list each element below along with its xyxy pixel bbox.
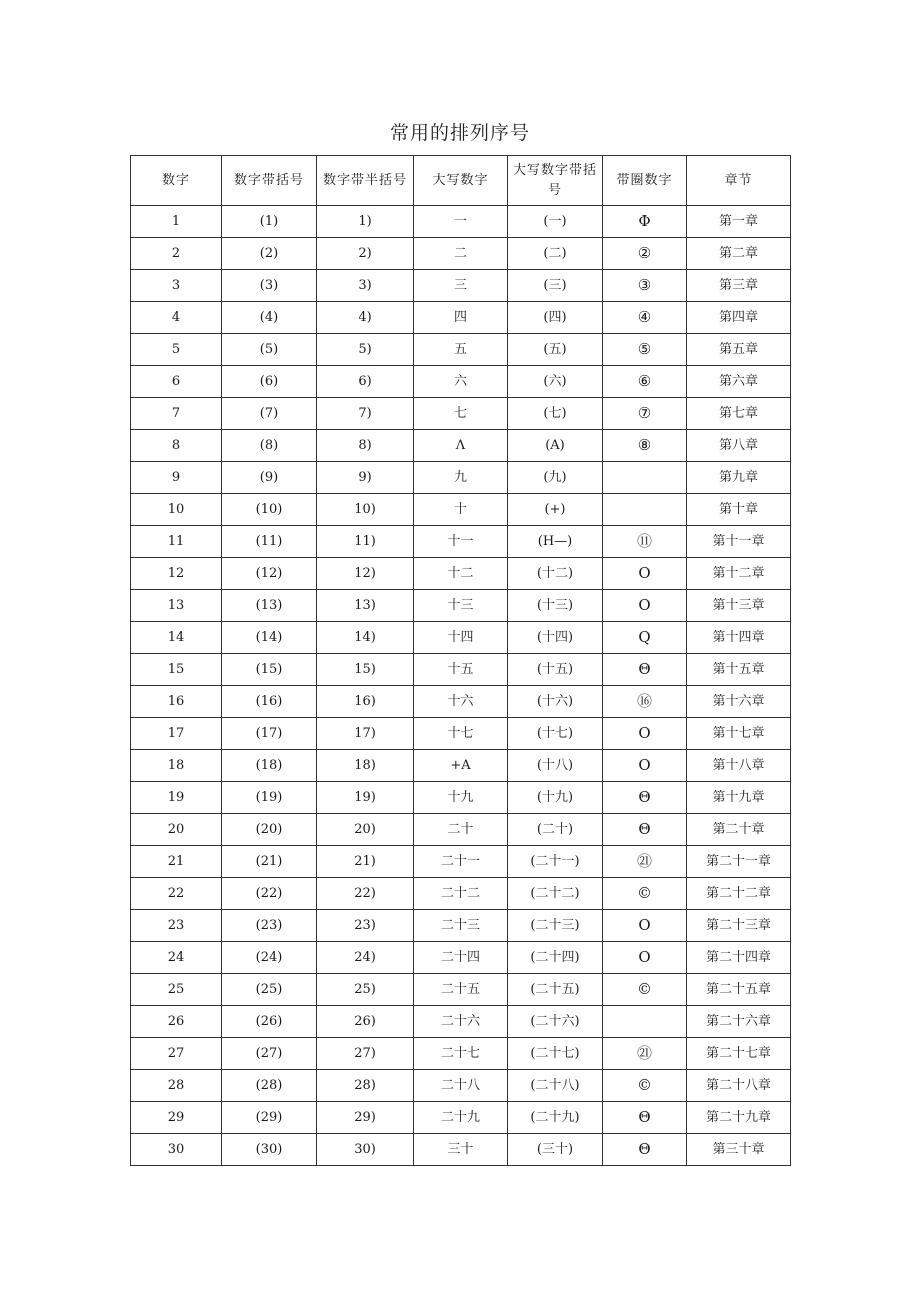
cell-chapter: 第十三章 [687, 590, 791, 622]
cell-chinese-numeral: 十四 [414, 622, 508, 654]
cell-number-parenthesized: (10) [222, 494, 317, 526]
cell-chinese-numeral-parenthesized: (十五) [508, 654, 603, 686]
cell-number-parenthesized: (24) [222, 942, 317, 974]
cell-number: 17 [131, 718, 222, 750]
cell-chinese-numeral: 二十二 [414, 878, 508, 910]
table-row [131, 494, 791, 526]
cell-chinese-numeral: 十 [414, 494, 508, 526]
cell-chinese-numeral-parenthesized: (十二) [508, 558, 603, 590]
cell-chinese-numeral: 十五 [414, 654, 508, 686]
cell-number-half-parenthesis: 29) [317, 1102, 414, 1134]
cell-number: 19 [131, 782, 222, 814]
table-header-row [131, 156, 791, 206]
cell-chinese-numeral-parenthesized: (十七) [508, 718, 603, 750]
table-row [131, 910, 791, 942]
cell-chinese-numeral-parenthesized: (十八) [508, 750, 603, 782]
table-row [131, 782, 791, 814]
cell-number-half-parenthesis: 4) [317, 302, 414, 334]
cell-chinese-numeral: 三十 [414, 1134, 508, 1166]
cell-number: 13 [131, 590, 222, 622]
table-row [131, 654, 791, 686]
cell-number: 22 [131, 878, 222, 910]
header-chinese-numeral: 大写数字 [414, 156, 508, 206]
cell-number-parenthesized: (19) [222, 782, 317, 814]
cell-chinese-numeral: 二十九 [414, 1102, 508, 1134]
table-row [131, 462, 791, 494]
header-number: 数字 [131, 156, 222, 206]
table-row [131, 1038, 791, 1070]
cell-chinese-numeral: 二十五 [414, 974, 508, 1006]
cell-circled-number: Θ [603, 782, 687, 814]
cell-number: 16 [131, 686, 222, 718]
cell-chinese-numeral-parenthesized: (二十) [508, 814, 603, 846]
cell-number-half-parenthesis: 16) [317, 686, 414, 718]
cell-circled-number: ⑤ [603, 334, 687, 366]
cell-chapter: 第一章 [687, 206, 791, 238]
cell-chapter: 第二十六章 [687, 1006, 791, 1038]
cell-number-parenthesized: (13) [222, 590, 317, 622]
cell-circled-number: O [603, 942, 687, 974]
cell-number-half-parenthesis: 15) [317, 654, 414, 686]
cell-number: 3 [131, 270, 222, 302]
cell-chapter: 第十章 [687, 494, 791, 526]
cell-number: 7 [131, 398, 222, 430]
cell-chapter: 第二十二章 [687, 878, 791, 910]
cell-chapter: 第九章 [687, 462, 791, 494]
cell-number-half-parenthesis: 17) [317, 718, 414, 750]
cell-number: 29 [131, 1102, 222, 1134]
cell-number: 27 [131, 1038, 222, 1070]
cell-chinese-numeral: 二十一 [414, 846, 508, 878]
table-row [131, 590, 791, 622]
cell-number-parenthesized: (20) [222, 814, 317, 846]
cell-chinese-numeral: 二十三 [414, 910, 508, 942]
table-row [131, 814, 791, 846]
cell-number-parenthesized: (16) [222, 686, 317, 718]
cell-circled-number: ㉑ [603, 1038, 687, 1070]
header-number-half-parenthesis: 数字带半括号 [317, 156, 414, 206]
cell-circled-number [603, 1006, 687, 1038]
cell-circled-number: © [603, 974, 687, 1006]
cell-circled-number [603, 462, 687, 494]
cell-circled-number: ④ [603, 302, 687, 334]
cell-chinese-numeral-parenthesized: (二十一) [508, 846, 603, 878]
cell-chinese-numeral: 十三 [414, 590, 508, 622]
cell-chinese-numeral-parenthesized: (七) [508, 398, 603, 430]
cell-chapter: 第八章 [687, 430, 791, 462]
table-row [131, 1102, 791, 1134]
cell-circled-number: O [603, 910, 687, 942]
table-row [131, 622, 791, 654]
cell-number-parenthesized: (27) [222, 1038, 317, 1070]
cell-chinese-numeral: 二 [414, 238, 508, 270]
cell-number-parenthesized: (5) [222, 334, 317, 366]
cell-number: 28 [131, 1070, 222, 1102]
cell-number-parenthesized: (17) [222, 718, 317, 750]
cell-chinese-numeral: 二十六 [414, 1006, 508, 1038]
cell-chapter: 第二十三章 [687, 910, 791, 942]
cell-chinese-numeral-parenthesized: (十六) [508, 686, 603, 718]
cell-number-parenthesized: (7) [222, 398, 317, 430]
cell-chapter: 第十六章 [687, 686, 791, 718]
cell-number-half-parenthesis: 13) [317, 590, 414, 622]
cell-number: 25 [131, 974, 222, 1006]
cell-chinese-numeral-parenthesized: (三十) [508, 1134, 603, 1166]
cell-chinese-numeral-parenthesized: (二) [508, 238, 603, 270]
cell-chinese-numeral: 二十八 [414, 1070, 508, 1102]
cell-chinese-numeral: 十二 [414, 558, 508, 590]
cell-number: 4 [131, 302, 222, 334]
cell-chinese-numeral-parenthesized: (九) [508, 462, 603, 494]
sequence-table [130, 155, 791, 1166]
cell-number-half-parenthesis: 27) [317, 1038, 414, 1070]
cell-chapter: 第七章 [687, 398, 791, 430]
cell-chinese-numeral-parenthesized: (十四) [508, 622, 603, 654]
cell-chapter: 第十七章 [687, 718, 791, 750]
cell-number-half-parenthesis: 22) [317, 878, 414, 910]
cell-number-parenthesized: (28) [222, 1070, 317, 1102]
cell-chapter: 第二十八章 [687, 1070, 791, 1102]
cell-number: 21 [131, 846, 222, 878]
cell-chapter: 第二章 [687, 238, 791, 270]
cell-number-parenthesized: (25) [222, 974, 317, 1006]
cell-chinese-numeral: 十一 [414, 526, 508, 558]
cell-number-parenthesized: (26) [222, 1006, 317, 1038]
table-row [131, 878, 791, 910]
header-chinese-numeral-parenthesized: 大写数字带括号 [508, 156, 603, 206]
cell-circled-number: O [603, 590, 687, 622]
cell-circled-number: Φ [603, 206, 687, 238]
cell-chinese-numeral: 九 [414, 462, 508, 494]
cell-number-half-parenthesis: 5) [317, 334, 414, 366]
cell-number-half-parenthesis: 10) [317, 494, 414, 526]
table-row [131, 846, 791, 878]
table-row [131, 1070, 791, 1102]
cell-circled-number: ⑯ [603, 686, 687, 718]
cell-circled-number: Θ [603, 1102, 687, 1134]
cell-number-half-parenthesis: 14) [317, 622, 414, 654]
cell-number: 5 [131, 334, 222, 366]
cell-chinese-numeral-parenthesized: (三) [508, 270, 603, 302]
page-title: 常用的排列序号 [389, 122, 530, 144]
table-row [131, 398, 791, 430]
cell-chinese-numeral-parenthesized: (H—) [508, 526, 603, 558]
cell-circled-number: Θ [603, 814, 687, 846]
cell-chinese-numeral-parenthesized: (二十六) [508, 1006, 603, 1038]
cell-number: 1 [131, 206, 222, 238]
cell-number-half-parenthesis: 2) [317, 238, 414, 270]
cell-chinese-numeral-parenthesized: (二十五) [508, 974, 603, 1006]
cell-chinese-numeral: Λ [414, 430, 508, 462]
cell-number-half-parenthesis: 12) [317, 558, 414, 590]
cell-chapter: 第十九章 [687, 782, 791, 814]
cell-chinese-numeral-parenthesized: (十九) [508, 782, 603, 814]
cell-number-half-parenthesis: 20) [317, 814, 414, 846]
cell-chapter: 第二十一章 [687, 846, 791, 878]
table-row [131, 526, 791, 558]
cell-chinese-numeral: 七 [414, 398, 508, 430]
cell-chapter: 第二十五章 [687, 974, 791, 1006]
cell-number-parenthesized: (8) [222, 430, 317, 462]
cell-chapter: 第二十四章 [687, 942, 791, 974]
cell-number: 9 [131, 462, 222, 494]
cell-number-parenthesized: (11) [222, 526, 317, 558]
cell-number: 26 [131, 1006, 222, 1038]
cell-chapter: 第十八章 [687, 750, 791, 782]
cell-number: 6 [131, 366, 222, 398]
cell-chinese-numeral-parenthesized: (二十九) [508, 1102, 603, 1134]
cell-chapter: 第十二章 [687, 558, 791, 590]
cell-chapter: 第十一章 [687, 526, 791, 558]
cell-number-parenthesized: (3) [222, 270, 317, 302]
cell-number-half-parenthesis: 23) [317, 910, 414, 942]
cell-number-parenthesized: (23) [222, 910, 317, 942]
cell-number-parenthesized: (18) [222, 750, 317, 782]
cell-number: 20 [131, 814, 222, 846]
cell-number: 18 [131, 750, 222, 782]
cell-number-parenthesized: (21) [222, 846, 317, 878]
cell-chinese-numeral: 二十七 [414, 1038, 508, 1070]
cell-number-half-parenthesis: 28) [317, 1070, 414, 1102]
table-row [131, 1006, 791, 1038]
cell-chinese-numeral-parenthesized: (一) [508, 206, 603, 238]
cell-chinese-numeral: 六 [414, 366, 508, 398]
table-row [131, 558, 791, 590]
cell-circled-number: ⑧ [603, 430, 687, 462]
cell-chapter: 第六章 [687, 366, 791, 398]
table-row [131, 366, 791, 398]
cell-chapter: 第四章 [687, 302, 791, 334]
cell-number-parenthesized: (14) [222, 622, 317, 654]
cell-chinese-numeral-parenthesized: (六) [508, 366, 603, 398]
table-row [131, 1134, 791, 1166]
cell-number-half-parenthesis: 30) [317, 1134, 414, 1166]
cell-chapter: 第十五章 [687, 654, 791, 686]
cell-number: 11 [131, 526, 222, 558]
cell-number-half-parenthesis: 9) [317, 462, 414, 494]
cell-circled-number [603, 494, 687, 526]
cell-number: 30 [131, 1134, 222, 1166]
cell-number-half-parenthesis: 7) [317, 398, 414, 430]
cell-number-half-parenthesis: 6) [317, 366, 414, 398]
cell-number-half-parenthesis: 19) [317, 782, 414, 814]
cell-number-half-parenthesis: 8) [317, 430, 414, 462]
cell-chinese-numeral: +A [414, 750, 508, 782]
table-row [131, 942, 791, 974]
cell-circled-number: O [603, 750, 687, 782]
cell-number-parenthesized: (12) [222, 558, 317, 590]
cell-chapter: 第二十九章 [687, 1102, 791, 1134]
cell-chapter: 第十四章 [687, 622, 791, 654]
cell-number: 23 [131, 910, 222, 942]
cell-circled-number: ㉑ [603, 846, 687, 878]
cell-chinese-numeral-parenthesized: (五) [508, 334, 603, 366]
cell-number-parenthesized: (1) [222, 206, 317, 238]
cell-chapter: 第三章 [687, 270, 791, 302]
cell-number-half-parenthesis: 1) [317, 206, 414, 238]
cell-circled-number: © [603, 1070, 687, 1102]
table-row [131, 334, 791, 366]
cell-chinese-numeral: 三 [414, 270, 508, 302]
cell-chinese-numeral: 十九 [414, 782, 508, 814]
cell-chinese-numeral: 五 [414, 334, 508, 366]
cell-circled-number: O [603, 718, 687, 750]
cell-number-parenthesized: (9) [222, 462, 317, 494]
cell-chinese-numeral-parenthesized: (二十三) [508, 910, 603, 942]
cell-number-parenthesized: (4) [222, 302, 317, 334]
cell-chinese-numeral: 十七 [414, 718, 508, 750]
table-body [131, 206, 791, 1166]
header-chapter: 章节 [687, 156, 791, 206]
table-row [131, 686, 791, 718]
cell-number-half-parenthesis: 25) [317, 974, 414, 1006]
header-circled-number: 带圈数字 [603, 156, 687, 206]
table-row [131, 718, 791, 750]
cell-chinese-numeral: 四 [414, 302, 508, 334]
cell-number: 10 [131, 494, 222, 526]
cell-chinese-numeral-parenthesized: (二十七) [508, 1038, 603, 1070]
cell-circled-number: ② [603, 238, 687, 270]
table-row [131, 302, 791, 334]
cell-chinese-numeral: 二十 [414, 814, 508, 846]
cell-number: 14 [131, 622, 222, 654]
table-row [131, 270, 791, 302]
cell-chinese-numeral-parenthesized: (二十二) [508, 878, 603, 910]
cell-chinese-numeral-parenthesized: (A) [508, 430, 603, 462]
cell-circled-number: O [603, 558, 687, 590]
cell-number-parenthesized: (15) [222, 654, 317, 686]
cell-chinese-numeral: 二十四 [414, 942, 508, 974]
cell-chinese-numeral-parenthesized: (四) [508, 302, 603, 334]
cell-circled-number: ⑪ [603, 526, 687, 558]
cell-number: 12 [131, 558, 222, 590]
cell-circled-number: Θ [603, 1134, 687, 1166]
table-row [131, 206, 791, 238]
cell-chapter: 第二十七章 [687, 1038, 791, 1070]
cell-number-half-parenthesis: 3) [317, 270, 414, 302]
cell-number-parenthesized: (29) [222, 1102, 317, 1134]
cell-number-parenthesized: (6) [222, 366, 317, 398]
cell-number: 15 [131, 654, 222, 686]
cell-circled-number: Q [603, 622, 687, 654]
cell-number-half-parenthesis: 18) [317, 750, 414, 782]
table-row [131, 974, 791, 1006]
cell-chinese-numeral: 一 [414, 206, 508, 238]
cell-chapter: 第五章 [687, 334, 791, 366]
cell-number: 2 [131, 238, 222, 270]
cell-chinese-numeral: 十六 [414, 686, 508, 718]
cell-circled-number: ③ [603, 270, 687, 302]
table-row [131, 238, 791, 270]
cell-number-half-parenthesis: 24) [317, 942, 414, 974]
cell-number-parenthesized: (22) [222, 878, 317, 910]
cell-number-parenthesized: (2) [222, 238, 317, 270]
cell-chinese-numeral-parenthesized: (二十八) [508, 1070, 603, 1102]
cell-circled-number: ⑦ [603, 398, 687, 430]
table-row [131, 430, 791, 462]
header-number-parenthesized: 数字带括号 [222, 156, 317, 206]
cell-chapter: 第三十章 [687, 1134, 791, 1166]
cell-chinese-numeral-parenthesized: (+) [508, 494, 603, 526]
cell-number-half-parenthesis: 21) [317, 846, 414, 878]
cell-number-half-parenthesis: 26) [317, 1006, 414, 1038]
cell-number-half-parenthesis: 11) [317, 526, 414, 558]
cell-number: 24 [131, 942, 222, 974]
cell-chinese-numeral-parenthesized: (十三) [508, 590, 603, 622]
cell-number-parenthesized: (30) [222, 1134, 317, 1166]
table-row [131, 750, 791, 782]
cell-circled-number: ⑥ [603, 366, 687, 398]
cell-chapter: 第二十章 [687, 814, 791, 846]
cell-circled-number: © [603, 878, 687, 910]
cell-chinese-numeral-parenthesized: (二十四) [508, 942, 603, 974]
cell-circled-number: Θ [603, 654, 687, 686]
cell-number: 8 [131, 430, 222, 462]
